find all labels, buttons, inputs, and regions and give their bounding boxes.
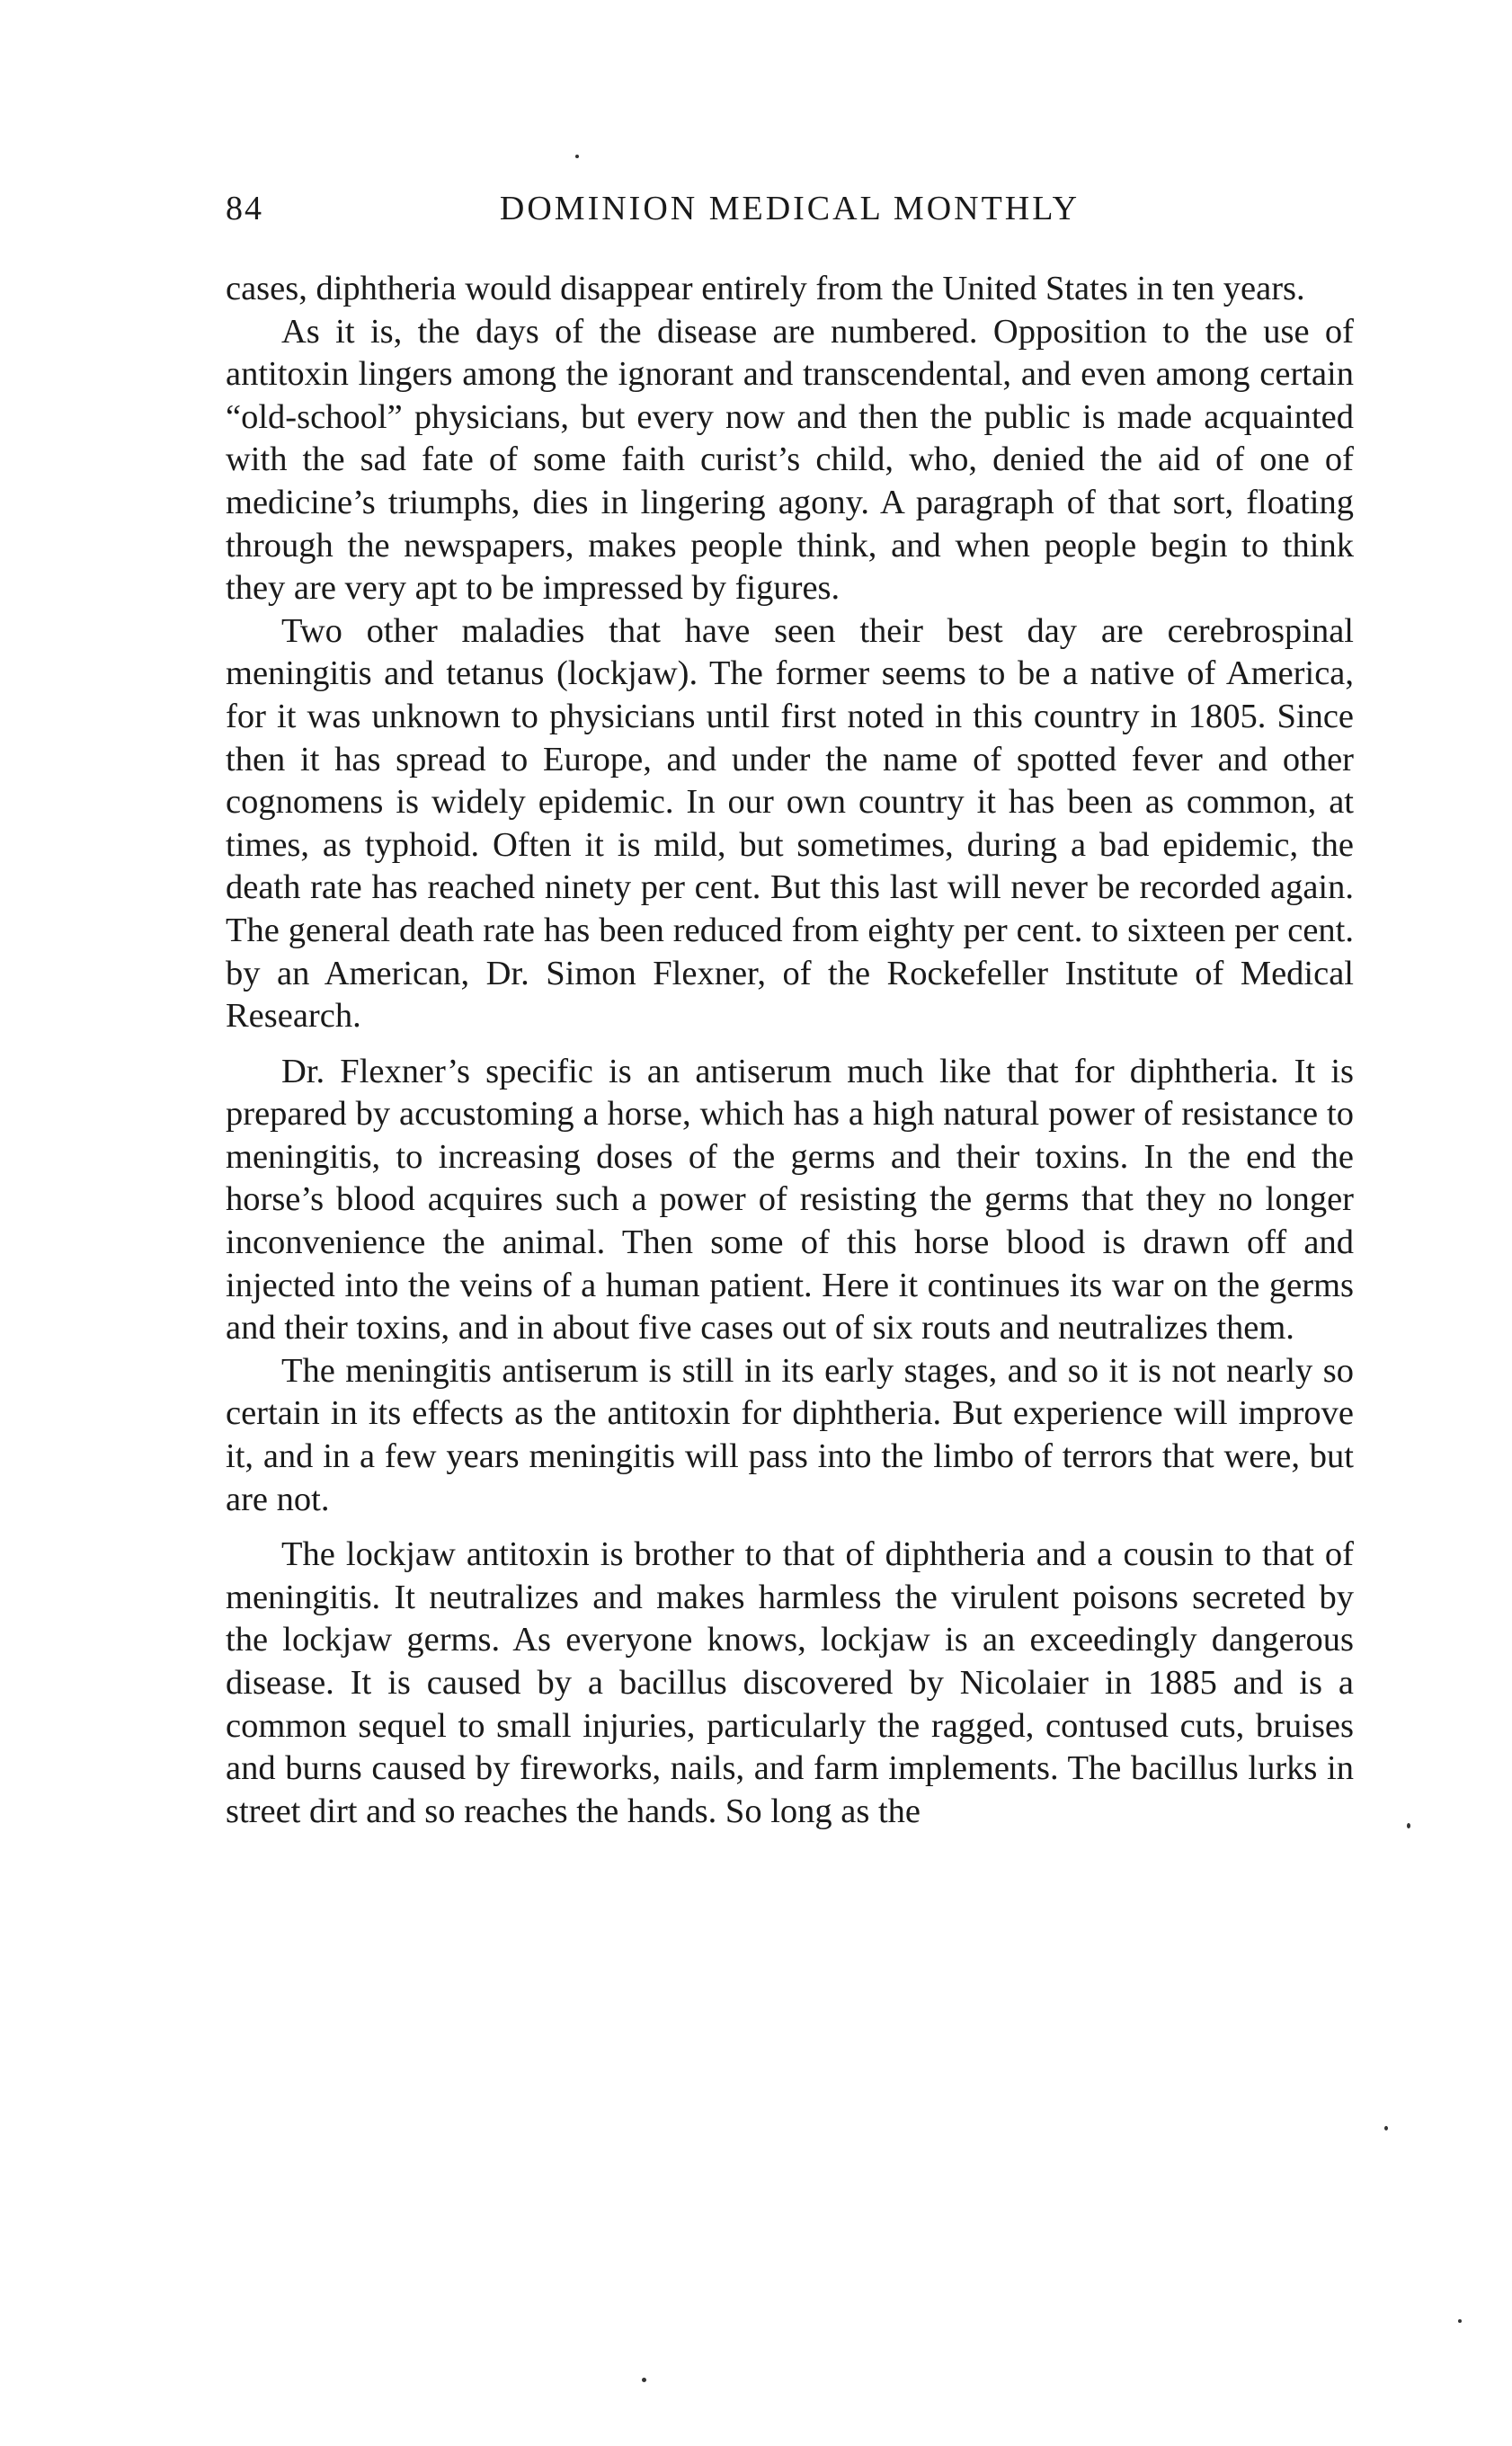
paragraph: The lockjaw antitoxin is brother to that of diphtheria and a cousin to that of meningitis. It neutralizes and makes harmless the virulent poisons secreted by the lockjaw germs. As everyone knows, lockjaw is an exceedingly dangerous disease. It is caused by a bacillus discovered by Nicolaier in 1885 and is a common sequel to small injuries, particularly the ragged, contused cuts, bruises and burns caused by fireworks, nails, and farm implements. The bacillus lurks in street dirt and so reaches the hands. So long as the [226, 1535, 1354, 1830]
scan-speck [575, 155, 579, 158]
paragraph: As it is, the days of the disease are numbered. Opposition to the use of antitoxin lingers among the ignorant and transcendental, and even among certain “old-school” physicians, but every now and then the public is made acquainted with the sad fate of some faith curist’s child, who, denied the aid of one of medicine’s triumphs, dies in lingering agony. A paragraph of that sort, floating through the newspapers, makes people think, and when people begin to think they are very apt to be impressed by figures. [226, 312, 1354, 608]
paragraph: Two other maladies that have seen their best day are cerebrospinal meningitis and tetanus (lockjaw). The former seems to be a native of America, for it was unknown to physicians until first noted in this country in 1805. Since then it has spread to Europe, and under the name of spotted fever and other cognomens is widely epidemic. In our own country it has been as common, at times, as typhoid. Often it is mild, but sometimes, during a bad epidemic, the death rate has reached ninety per cent. But this last will never be recorded again. The general death rate has been reduced from eighty per cent. to sixteen per cent. by an American, Dr. Simon Flexner, of the Rockefeller Institute of Medical Research. [226, 611, 1354, 1036]
paragraph: cases, diphtheria would disappear entirely from the United States in ten years. [226, 270, 1305, 307]
scan-speck [1458, 2319, 1462, 2323]
scan-speck [642, 2378, 646, 2382]
document-page [226, 189, 1354, 1833]
running-head [226, 189, 1354, 243]
journal-title: DOMINION MEDICAL MONTHLY [499, 190, 1081, 227]
scan-speck [1407, 1823, 1410, 1828]
paragraph: Dr. Flexner’s specific is an antiserum much like that for diphtheria. It is prepared by accustoming a horse, which has a high natural power of resistance to meningitis, to increasing doses of the germs and their toxins. In the end the horse’s blood acquires such a power of resisting the germs that they no longer inconvenience the animal. Then some of this horse blood is drawn off and injected into the veins of a human patient. Here it continues its war on the germs and their toxins, and in about five cases out of six routs and neutralizes them. [226, 1052, 1354, 1348]
article-body [226, 268, 1354, 1833]
page-number: 84 [226, 190, 263, 227]
scan-speck [1384, 2126, 1388, 2130]
paragraph: The meningitis antiserum is still in its early stages, and so it is not nearly so certain in its effects as the antitoxin for diphtheria. But experience will improve it, and in a few years meningitis will pass into the limbo of terrors that were, but are not. [226, 1351, 1354, 1518]
